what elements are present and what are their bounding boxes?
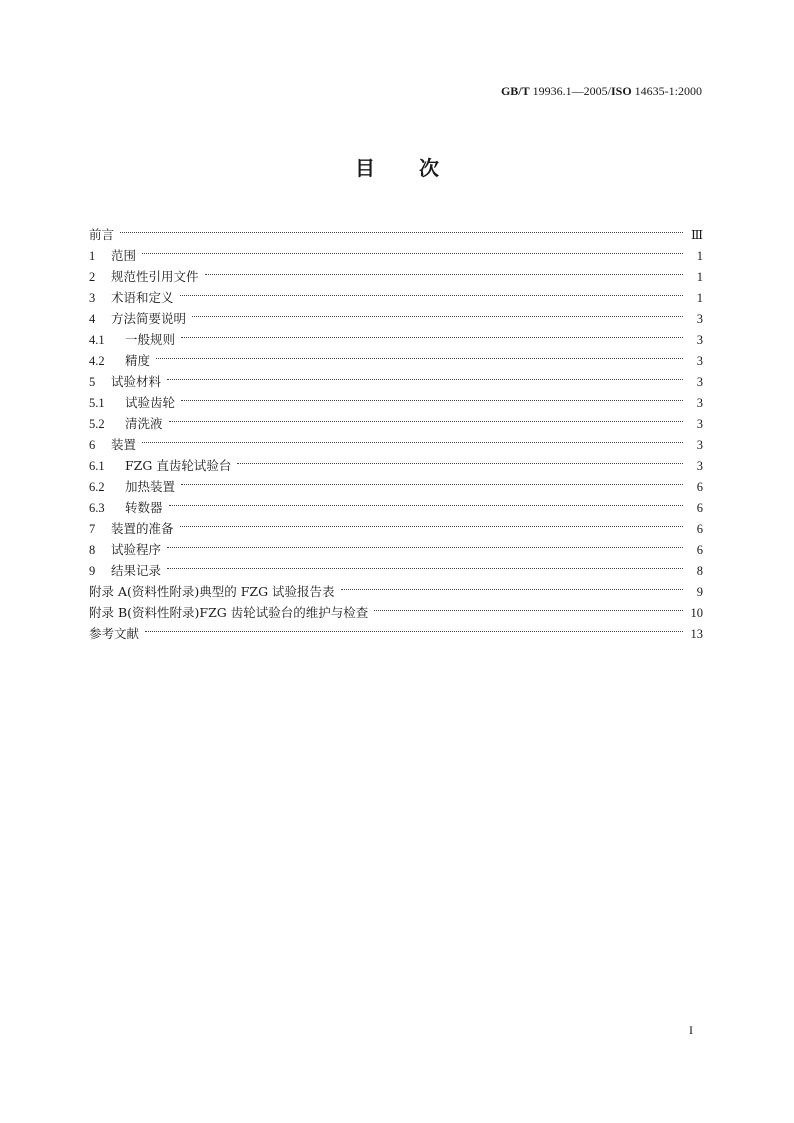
- toc-entry-text: 清洗液: [125, 416, 163, 431]
- toc-leader-dots: [167, 547, 683, 569]
- toc-entry-text: 试验材料: [111, 374, 162, 389]
- toc-entry-text: 附录 B(资料性附录)FZG 齿轮试验台的维护与检查: [89, 605, 369, 620]
- toc-entry-page: 3: [696, 333, 703, 347]
- toc-entry-number: 7: [89, 522, 96, 536]
- standard-prefix: GB/T: [500, 84, 530, 98]
- toc-entry-page: 10: [690, 606, 703, 620]
- toc-leader-dots: [142, 232, 683, 254]
- toc-entry-label: [89, 287, 180, 309]
- toc-entry-text: 术语和定义: [111, 290, 174, 305]
- toc-entry-text: 试验齿轮: [125, 395, 176, 410]
- iso-code: 14635-1:2000: [631, 84, 702, 98]
- toc-entry-page: 3: [696, 417, 703, 431]
- toc-leader-dots: [180, 505, 683, 527]
- toc-entry-label: [89, 392, 181, 414]
- toc-entry-page: 3: [696, 375, 703, 389]
- toc-entry-text: 试验程序: [111, 542, 162, 557]
- toc-entry-text: FZG 直齿轮试验台: [125, 458, 232, 473]
- toc-entry-text: 装置的准备: [111, 521, 174, 536]
- standard-number: [501, 84, 702, 99]
- toc-entry-text: 方法简要说明: [111, 311, 187, 326]
- toc-entry-text: 参考文献: [89, 626, 140, 641]
- toc-entry-number: 5.1: [89, 396, 105, 410]
- toc-entry-page: 3: [696, 312, 703, 326]
- toc-entry-label: [89, 497, 169, 519]
- toc-entry-number: 2: [89, 270, 96, 284]
- toc-leader-dots: [237, 442, 683, 464]
- toc-entry-number: 9: [89, 564, 96, 578]
- toc-entry-page: 1: [696, 249, 703, 263]
- toc-entry-number: 4.2: [89, 354, 105, 368]
- toc-entry-text: 装置: [111, 437, 137, 452]
- toc-entry-number: 1: [89, 249, 96, 263]
- toc-leader-dots: [181, 316, 683, 338]
- toc-leader-dots: [167, 358, 683, 380]
- toc-entry-text: 范围: [111, 248, 137, 263]
- toc-entry-page: 1: [696, 291, 703, 305]
- toc-entry-page: 13: [690, 627, 703, 641]
- toc-entry-label: [89, 623, 145, 644]
- toc-entry-number: 4: [89, 312, 96, 326]
- toc-leader-dots: [169, 484, 683, 506]
- page-title: 目次: [355, 156, 483, 180]
- iso-prefix: ISO: [610, 84, 632, 98]
- toc-entry-page: 3: [696, 459, 703, 473]
- toc-entry-label: [89, 371, 167, 393]
- toc-entry-page: 3: [696, 438, 703, 452]
- toc-entry-label: [89, 308, 192, 330]
- toc-entry-page: 3: [696, 396, 703, 410]
- toc-entry-number: 6: [89, 438, 96, 452]
- toc-entry-number: 5.2: [89, 417, 105, 431]
- toc-entry-label: [89, 560, 167, 582]
- toc-leader-dots: [145, 610, 683, 632]
- toc-leader-dots: [205, 253, 683, 275]
- toc-entry-label: [89, 245, 142, 267]
- toc-leader-dots: [180, 274, 683, 296]
- toc-entry-text: 附录 A(资料性附录)典型的 FZG 试验报告表: [89, 584, 335, 599]
- toc-entry-number: 4.1: [89, 333, 105, 347]
- toc-entry-page: 8: [696, 564, 703, 578]
- toc-entry-label: [89, 518, 180, 540]
- toc-entry-page: 6: [696, 522, 703, 536]
- toc-entry-text: 一般规则: [125, 332, 176, 347]
- toc-entry-number: 6.2: [89, 480, 105, 494]
- toc-entry-label: [89, 581, 341, 602]
- toc-leader-dots: [181, 379, 683, 401]
- toc-entry[interactable]: [89, 616, 703, 641]
- toc-entry-label: [89, 476, 181, 498]
- toc-entry-page: 9: [696, 585, 703, 599]
- toc-entry-page: 1: [696, 270, 703, 284]
- toc-entry-number: 6.1: [89, 459, 105, 473]
- toc-leader-dots: [181, 463, 683, 485]
- toc-entry-page: 6: [696, 501, 703, 515]
- toc-entry-number: 3: [89, 291, 96, 305]
- toc-entry-text: 精度: [125, 353, 151, 368]
- toc-entry-label: [89, 434, 142, 456]
- toc-entry-label: [89, 350, 156, 372]
- toc-leader-dots: [120, 211, 683, 233]
- toc-entry-text: 加热装置: [125, 479, 176, 494]
- footer-page-number: I: [689, 1023, 693, 1037]
- toc-entry-text: 结果记录: [111, 563, 162, 578]
- toc-leader-dots: [156, 337, 683, 359]
- toc-leader-dots: [167, 526, 683, 548]
- toc-entry-page: 3: [696, 354, 703, 368]
- toc-entry-page: 6: [696, 543, 703, 557]
- toc-leader-dots: [374, 589, 683, 611]
- standard-code: 19936.1—2005/: [529, 84, 611, 98]
- toc-entry-label: [89, 224, 120, 245]
- toc-entry-number: 6.3: [89, 501, 105, 515]
- toc-entry-label: [89, 539, 167, 561]
- toc-leader-dots: [169, 400, 683, 422]
- toc-entry-page: 6: [696, 480, 703, 494]
- table-of-contents: [89, 217, 703, 641]
- toc-leader-dots: [142, 421, 683, 443]
- toc-entry-number: 5: [89, 375, 96, 389]
- toc-leader-dots: [341, 568, 683, 590]
- toc-entry-page: Ⅲ: [690, 228, 703, 242]
- toc-entry-text: 规范性引用文件: [111, 269, 199, 284]
- toc-leader-dots: [192, 295, 683, 317]
- toc-entry-number: 8: [89, 543, 96, 557]
- toc-entry-text: 前言: [89, 227, 115, 242]
- toc-entry-text: 转数器: [125, 500, 163, 515]
